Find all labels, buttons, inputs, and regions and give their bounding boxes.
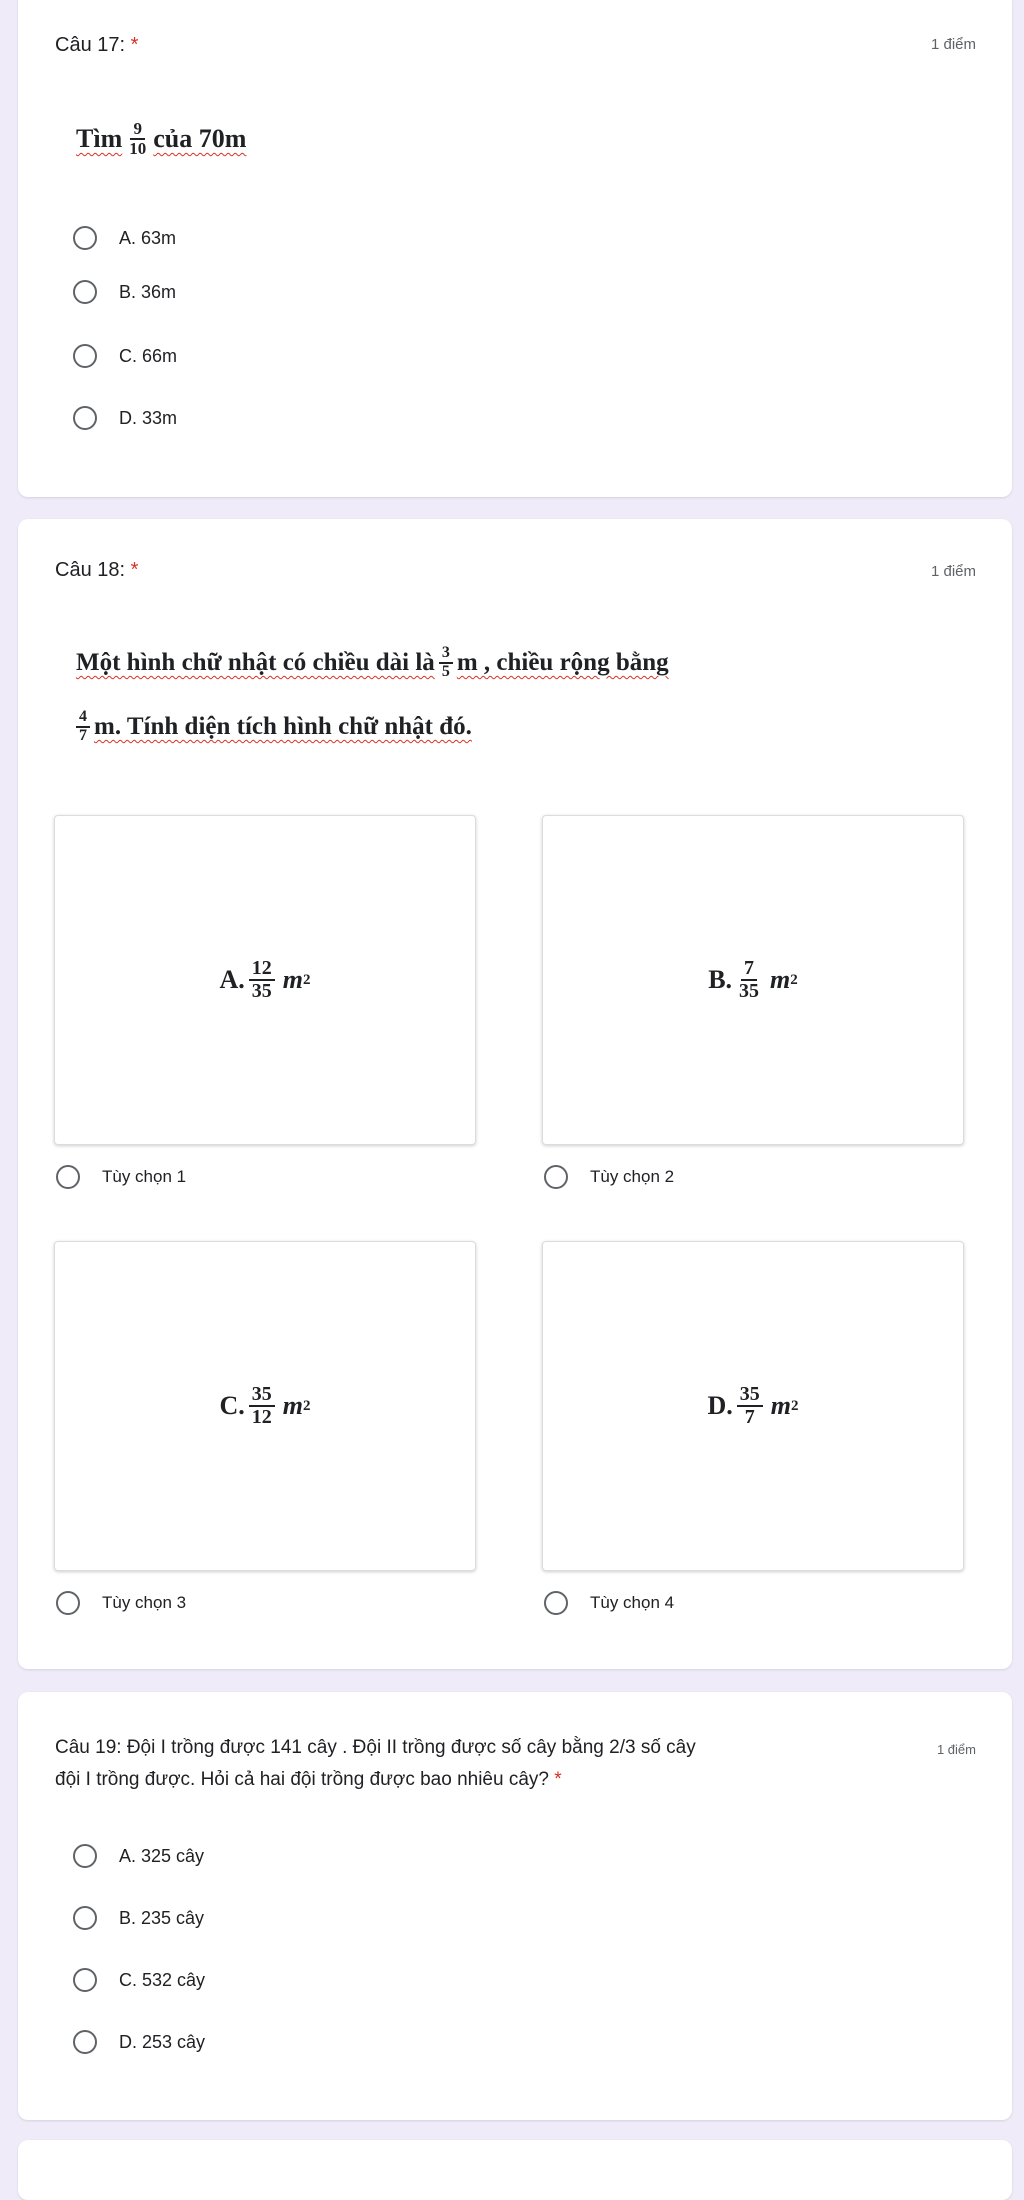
fraction-numerator: 3 [439, 645, 453, 664]
option-a[interactable] [73, 226, 176, 250]
math-choice-a [219, 958, 310, 1002]
required-marker: * [130, 559, 139, 581]
question-17-points: 1 điểm [930, 36, 976, 53]
fraction-denominator: 5 [441, 662, 450, 680]
radio-button[interactable] [56, 1165, 80, 1189]
fraction-numerator: 9 [130, 120, 145, 140]
option-3[interactable] [56, 1591, 186, 1615]
option-d[interactable] [73, 2030, 205, 2054]
question-17-card [18, 0, 1012, 497]
option-b[interactable] [73, 1906, 204, 1930]
option-image-b[interactable] [542, 815, 964, 1145]
fraction-numerator: 12 [249, 958, 275, 981]
question-19-points: 1 điểm [936, 1742, 976, 1757]
option-label: B. 235 cây [119, 1907, 205, 1928]
radio-button[interactable] [73, 226, 97, 250]
option-label: C. 66m [119, 345, 178, 366]
fraction-numerator: 35 [737, 1384, 763, 1407]
option-label: Tùy chọn 2 [590, 1167, 675, 1186]
question-title-line: Câu 19: Đội I trồng được 141 cây . Đội II trồng được số cây bằng 2/3 số cây [55, 1737, 696, 1758]
fraction-denominator: 35 [739, 980, 760, 1002]
fraction [737, 1384, 763, 1428]
option-label: D. 253 cây [119, 2031, 206, 2052]
exponent: 2 [303, 1397, 311, 1414]
radio-button[interactable] [73, 1968, 97, 1992]
prompt-text: m , chiều rộng bằng [456, 648, 669, 676]
exponent: 2 [790, 971, 798, 988]
radio-button[interactable] [544, 1591, 568, 1615]
radio-button[interactable] [73, 1844, 97, 1868]
fraction-numerator: 35 [249, 1384, 275, 1407]
next-question-card [18, 2140, 1012, 2200]
question-18-card [18, 519, 1012, 1669]
option-image-a[interactable] [54, 815, 476, 1145]
option-label: A. 63m [119, 227, 177, 248]
question-18-prompt-line1 [76, 645, 669, 681]
radio-button[interactable] [73, 406, 97, 430]
fraction-denominator: 7 [79, 726, 87, 744]
exponent: 2 [791, 1397, 799, 1414]
math-choice-b [708, 958, 798, 1002]
option-label: B. 36m [119, 281, 177, 302]
question-19-card [18, 1692, 1012, 2120]
question-18-points: 1 điểm [930, 563, 976, 580]
option-4[interactable] [544, 1591, 674, 1615]
radio-button[interactable] [56, 1591, 80, 1615]
question-title-text: Câu 17: [55, 34, 126, 56]
option-c[interactable] [73, 1968, 205, 1992]
fraction [249, 1384, 275, 1428]
radio-button[interactable] [73, 1906, 97, 1930]
unit: m [282, 965, 303, 994]
choice-letter: C. [219, 1391, 245, 1420]
radio-button[interactable] [73, 2030, 97, 2054]
question-19-title [55, 1732, 915, 1796]
math-choice-c [219, 1384, 310, 1428]
question-17-prompt [76, 120, 246, 158]
unit: m [770, 965, 791, 994]
option-label: A. 325 cây [119, 1845, 205, 1866]
fraction [249, 958, 275, 1002]
question-18-prompt-line2 [72, 709, 472, 745]
option-1[interactable] [56, 1165, 186, 1189]
required-marker: * [554, 1769, 562, 1790]
fraction-denominator: 35 [251, 980, 272, 1002]
fraction-numerator: 4 [76, 709, 90, 728]
fraction-length [439, 645, 453, 681]
fraction-denominator: 7 [744, 1406, 755, 1428]
question-title-line: đội I trồng được. Hỏi cả hai đội trồng được bao nhiêu cây? [55, 1769, 549, 1790]
fraction-denominator: 12 [251, 1406, 272, 1428]
fraction-width [76, 709, 90, 745]
prompt-text: Một hình chữ nhật có chiều dài là [76, 648, 435, 676]
option-image-c[interactable] [54, 1241, 476, 1571]
question-17-title [55, 34, 138, 57]
option-label: Tùy chọn 3 [102, 1593, 187, 1612]
option-c[interactable] [73, 344, 177, 368]
fraction-denominator: 10 [129, 138, 147, 158]
option-label: C. 532 cây [119, 1969, 206, 1990]
fraction-numerator: 7 [741, 958, 757, 981]
choice-letter: A. [219, 965, 245, 994]
radio-button[interactable] [544, 1165, 568, 1189]
option-label: Tùy chọn 1 [102, 1167, 187, 1186]
required-marker: * [130, 34, 139, 56]
prompt-text: m. Tính diện tích hình chữ nhật đó. [94, 712, 472, 740]
choice-letter: B. [708, 965, 733, 994]
option-label: Tùy chọn 4 [590, 1593, 675, 1612]
radio-button[interactable] [73, 344, 97, 368]
option-b[interactable] [73, 280, 176, 304]
option-image-d[interactable] [542, 1241, 964, 1571]
exponent: 2 [303, 971, 311, 988]
question-title-text: Câu 18: [55, 559, 126, 581]
unit: m [282, 1391, 303, 1420]
choice-letter: D. [707, 1391, 733, 1420]
fraction [126, 120, 149, 158]
option-2[interactable] [544, 1165, 674, 1189]
prompt-text: của 70m [153, 123, 247, 153]
option-a[interactable] [73, 1844, 204, 1868]
radio-button[interactable] [73, 280, 97, 304]
question-18-title [55, 559, 138, 582]
fraction [736, 958, 762, 1002]
option-label: D. 33m [119, 407, 178, 428]
math-choice-d [707, 1384, 798, 1428]
option-d[interactable] [73, 406, 177, 430]
prompt-text: Tìm [76, 123, 123, 153]
unit: m [770, 1391, 791, 1420]
